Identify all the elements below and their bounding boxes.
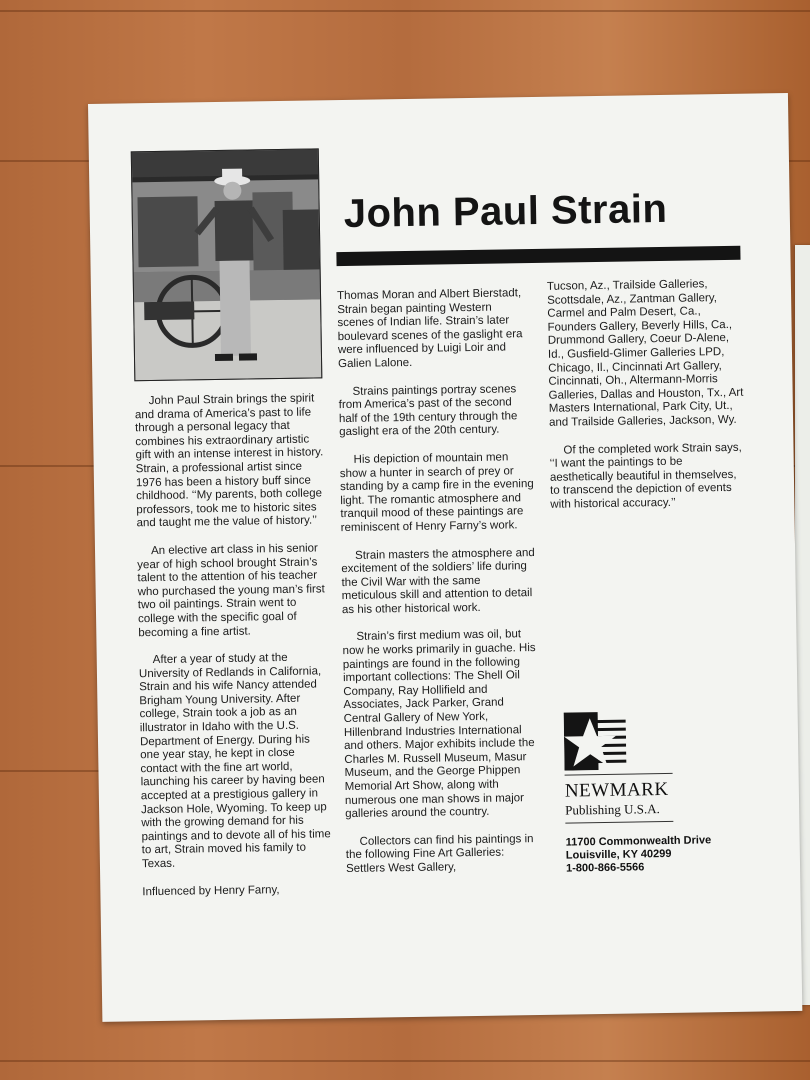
paragraph: Strains paintings portray scenes from America’s past of the second half of the 19th century through the gaslight era of the 20th century. [338, 382, 518, 439]
artist-photo [131, 148, 323, 381]
title-rule [336, 246, 740, 266]
paragraph: Influenced by Henry Farny, [142, 883, 280, 898]
paragraph: John Paul Strain brings the spirit and drama of America’s past to life through a personal legacy that combines his extraordinary artistic gift with an intense interest in history. Strain, a professional artist since 1976 has been a history buff since childhood. ‘‘My parents, both college professors, took me to historic sites and taught me the value of history.’’ [134, 392, 324, 530]
publisher-address [566, 834, 712, 875]
paragraph: Strain masters the atmosphere and excitement of the soldiers’ life during the Civil War with the same meticulous skill and attention to detail as his other historical work. [341, 546, 535, 616]
paragraph: His depiction of mountain men show a hunter in search of prey or standing by a camp fire in the evening light. The romantic atmosphere and tranquil mood of these paintings are reminiscent of Henry Farny’s work. [339, 451, 534, 534]
paragraph: Strain’s first medium was oil, but now he works primarily in guache. His paintings are found in the following important collections: The Shell Oil Company, Ray Hollifield and Associates, Jack Parker, Grand Central Gallery of New York, Hillenbrand Industries International and others. Major exhibits include the Charles M. Russell Museum, Masur Museum, and the George Phippen Memorial Art Show, along with numerous one man shows in major galleries around the country. [342, 628, 536, 821]
paragraph: After a year of study at the University of Redlands in California, Strain and his wife Nancy attended Brigham Young University. After college, Strain took a job as an illustrator in Idaho with the U.S. Department of Energy. During his one year stay, he kept in close contact with the fine art world, launching his career by having been accepted at a prestigious gallery in Jackson Hole, Wyoming. To keep up with the growing demand for his paintings and to devote all of his time to art, Strain moved his family to Texas. [138, 652, 331, 871]
phone-number: 1-800-866-5566 [565, 861, 645, 875]
page-title: John Paul Strain [343, 186, 668, 236]
paragraph: Tucson, Az., Trailside Galleries, Scottsdale, Az., Zantman Gallery, Carmel and Palm Desert, Ca., Founders Gallery, Beverly Hills, Ca., Drummond Gallery, Coeur D-Alene, Id., Gusfield-Glimer Galleries LPD, Chicago, Il., Cincinnati Art Gallery, Cincinnati, Oh., Altermann-Morris Galleries, Dallas and Houston, Tx., Art Masters International, Park City, Ut., and Trailside Galleries, Jackson, Wy. [546, 278, 744, 429]
logo-divider [565, 773, 673, 776]
address-line: 11700 Commonwealth Drive [565, 834, 712, 849]
publisher-name: NEWMARK [564, 778, 669, 802]
publisher-subtitle: Publishing U.S.A. [565, 801, 660, 818]
address-line: Louisville, KY 40299 [565, 847, 672, 862]
paragraph: Of the completed work Strain says, ‘‘I want the paintings to be aesthetically beautiful in themselves, to transcend the depiction of events with historical accuracy.’’ [549, 441, 742, 511]
paragraph: Collectors can find his paintings in the following Fine Art Galleries: Settlers West Gallery, [345, 832, 534, 876]
brochure-page [88, 93, 802, 1022]
paragraph: Thomas Moran and Albert Bierstadt, Strain began painting Western scenes of Indian life. Strain’s later boulevard scenes of the gaslight era were influenced by Luigi Loir and Galien Lalone. [336, 287, 523, 371]
column-3 [547, 278, 749, 527]
column-1 [135, 392, 333, 913]
newmark-star-logo-icon [564, 708, 627, 771]
column-2 [337, 287, 540, 891]
logo-divider [565, 821, 673, 824]
paragraph: An elective art class in his senior year of high school brought Strain’s talent to the attention of his teacher who purchased the young man’s first two oil paintings. Strain went to college with the specific goal of becoming a fine artist. [137, 542, 325, 639]
